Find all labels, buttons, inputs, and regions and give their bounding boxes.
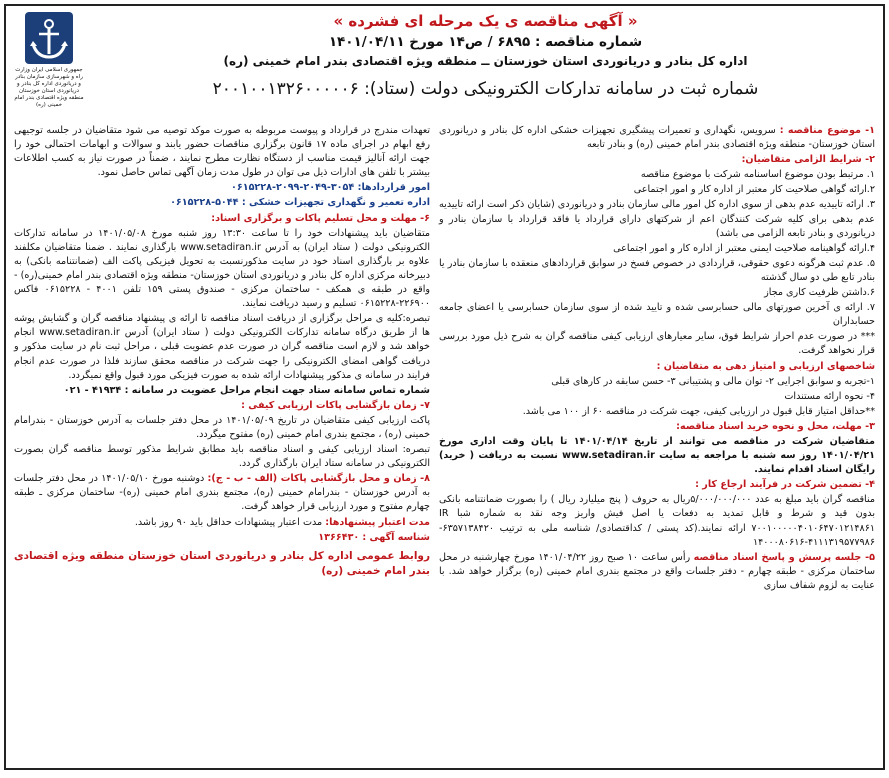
setad-support-phone: شماره تماس سامانه ستاد جهت انجام مراحل عضویت در سامانه : ۴۱۹۳۴ - ۰۲۱ [63,384,430,396]
list-item: ۱-تجربه و سوابق اجرایی ۲- توان مالی و پشتیبانی ۳- حسن سابقه در کارهای قبلی [551,375,875,387]
section-heading: شاخصهای ارزیابی و امتیاز دهی به متقاضیان : [656,360,875,372]
section-text: سرویس، نگهداری و تعمیرات پیشگیری تجهیزات خشکی اداره کل بنادر و دریانوردی استان خوزستان- منطقه ویژه اقتصادی بندر امام خمینی (ره) و بنادر تابعه [439,125,875,151]
setad-registration: شماره ثبت در سامانه تدارکات الکترونیکی دولت (ستاد): ۲۰۰۱۰۰۱۳۲۶۰۰۰۰۰۶ [212,79,759,99]
logo-caption: جمهوری اسلامی ایران وزارت راه و شهرسازی سازمان بنادر و دریانوردی اداره کل بنادر و دریانوردی استان خوزستان منطقه ویژه اقتصادی بندر امام خمینی (ره) [14,67,84,108]
section-text: متقاضیان شرکت در مناقصه می توانند از تاریخ ۱۴۰۱/۰۴/۱۴ تا پایان وقت اداری مورخ ۱۴۰۱/۰۴/۲۱ روز سه شنبه با مراجعه به سایت www.setadiran.ir نسبت به دریافت ( خرید) رایگان اسناد اقدام نمایند. [439,435,875,476]
notice-header [96,10,875,102]
section-text: مناقصه گران باید مبلغ به عدد ۵/۰۰۰/۰۰۰/۰۰۰ریال به حروف ( پنج میلیارد ریال ) را بصورت ضمانتنامه بانکی بدون قید و شرط و قابل تمدید به دفعات یا اصل فیش واریز وجه نقد به شماره شبا IR ۷۰۰۱۰۰۰۰۰۴۰۱۰۶۴۷۰۱۲۱۴۸۶۱ ارائه نمایند.(کد پستی / کداقتصادی/ شناسه ملی به ترتیب ۶۳۵۷۱۳۸۴۲۰- ۴۱۱۱۳۱۹۵۷۷۹۸۶-۱۴۰۰۰۸۰۶۱۶ [439,494,876,548]
public-relations-signature: روابط عمومی اداره کل بنادر و دریانوردی استان خوزستان منطقه ویژه اقتصادی بندر امام خمینی (ره) [14,549,430,577]
section-qa [439,551,875,593]
list-item: ۴.ارائه گواهینامه صلاحیت ایمنی معتبر از اداره کار و امور اجتماعی [613,242,875,254]
right-column [439,124,875,594]
validity [14,516,430,530]
ad-id-value: ۱۳۶۶۴۳۰ [318,531,360,543]
section-heading: ۲- شرایط الزامی متقاضیان: [741,154,875,166]
section-text: متقاضیان باید پیشنهادات خود را تا ساعت ۱۳:۳۰ روز شنبه مورخ ۱۴۰۱/۰۵/۰۸ در سامانه تدارکات الکترونیکی دولت ( ستاد ایران) به آدرس www.setadiran.ir بارگذاری نمایند . ضمنا متقاضیان مکلفند علاوه بر بارگذاری اسناد خود در سایت مذکورنسبت به تحویل فیزیکی پاکت الف (ضمانتنامه بانکی) به دبیرخانه مرکزی اداره کل بنادر و دریانوردی استان خوزستان- منطقه ویژه اقتصادی بندر امام خمینی(ره) - واقع در طبقه ی همکف - ساختمان مرکزی - صندوق پستی ۱۵۹ تلفن ۴۰۰۱ - ۰۶۱۵۲۲۸ فاکس ۲۲۶۹۰۰-۰۶۱۵۲۲۸ تسلیم و رسید دریافت نمایند. [14,227,431,310]
section-text: مدت اعتبار پیشنهادات حداقل باید ۹۰ روز باشد. [134,516,323,528]
organization-line: اداره کل بنادر و دریانوردی استان خوزستان ــ منطقه ویژه اقتصادی بندر امام خمینی (ره) [223,54,748,68]
org-logo [14,10,84,109]
section-text: رأس ساعت ۱۰ صبح روز ۱۴۰۱/۰۴/۲۲ مورخ چهارشنبه در محل ساختمان مرکزی - طبقه چهارم - دفتر جلسات واقع در مجتمع بندری امام خمینی (ره) برگزار خواهد شد. با عنایت به لزوم شفاف سازی [439,551,875,591]
ad-id [14,531,430,545]
section-text: دوشنبه مورخ ۱۴۰۱/۰۵/۱۰ در محل دفتر جلسات به آدرس خوزستان - بندرامام خمینی (ره)، مجتمع بندری امام خمینی (ره)- ساختمان مرکزی ـ طبقه چهارم مفتوح و مورد ارزیابی قرار خواهد گرفت. [14,473,430,513]
anchor-emblem-icon [23,10,75,66]
list-item: ۵. عدم ثبت هرگونه دعوی حقوقی، قراردادی در خصوص فسخ در سوابق قراردادهای منعقده با سازمان بنادر یا بنادر تابع طی دو سال گذشته [439,257,875,283]
section-heading: ۴- تضمین شرکت در فرآیند ارجاع کار : [695,479,875,491]
section-heading: ۶- مهلت و محل تسلیم پاکات و برگزاری اسناد: [211,212,430,224]
section-subject [439,124,875,152]
notice-title: « آگهی مناقصه ی یک مرحله ای فشرده » [333,12,638,30]
section-note: تبصره:کلیه ی مراحل برگزاری از دریافت اسناد مناقصه تا ارائه ی پیشنهاد مناقصه گران و گشایش پوشه ها از طریق درگاه سامانه تدارکات الکترونیکی دولت ( ستاد ایران) آدرس www.setadiran.ir انجام خواهد شد و لازم است مناقصه گران در صورت عدم عضویت قبلی ، مراحل ثبت نام در سایت مذکور و دریافت گواهی امضای الکترونیکی را جهت شرکت در مناقصه محقق سازند فلذا در صورت عدم انجام فرایند در سامانه ی مذکور پیشنهادات ارائه شده به صورت فیزیکی مورد قبول واقع نمیگردد. [14,313,430,381]
list-item: ۴- نحوه ارائه مستندات [784,390,875,402]
section-text: پاکت ارزیابی کیفی متقاضیان در تاریخ ۱۴۰۱/۰۵/۰۹ در محل دفتر جلسات به آدرس خوزستان - بندرامام خمینی (ره) ، مجتمع بندری امام خمینی (ره) مفتوح میگردد. [14,414,430,440]
section-heading: ۸- زمان و محل بازگشایی پاکات (الف - ب - ج): [207,473,430,485]
list-item: ۷. ارائه ی آخرین صورتهای مالی حسابرسی شده و تایید شده از سوی سازمان حسابرسی یا اعضای جامعه حسابداران [439,302,875,328]
ad-id-label: شناسه آگهی : [362,531,430,543]
requirements-note: *** در صورت عدم احراز شرایط فوق، سایر معیارهای ارزیابی کیفی مناقصه گران به شرح ذیل مورد بررسی قرار نخواهد گرفت. [439,331,875,357]
section-text: تعهدات مندرج در قرارداد و پیوست مربوطه به صورت موکد توصیه می شود متقاضیان در جلسه توجیهی رفع ابهام در اجرای ماده ۱۷ قانون برگزاری مناقصات حضور یابند و سوالات و ابهامات احتمالی خود را جهت ارائه آنالیز قیمت مناسب از دستگاه نظارت مطرح نمایند ، ضمناً در صورت نیاز به کسب اطلاعات بیشتر با تلفن های ادارات ذیل می توان در طول مدت زمان آگهی تماس حاصل نمود. [14,125,430,179]
section-heading: مدت اعتبار پیشنهادها: [325,516,430,528]
list-item: **حداقل امتیاز قابل قبول در ارزیابی کیفی، جهت شرکت در مناقصه ۶۰ از ۱۰۰ می باشد. [522,405,875,417]
section-note: تبصره: اسناد ارزیابی کیفی و اسناد مناقصه باید مطابق شرایط مذکور توسط مناقصه گران بصورت الکترونیکی در سامانه ستاد ایران بارگذاری گردد. [14,444,430,470]
list-item: ۳. ارائه تاییدیه عدم بدهی از سوی اداره کل امور مالی سازمان بنادر و دریانوردی (شایان ذکر است ارائه تاییدیه عدم بدهی برای کلیه شرکت کنندگان اعم از شرکتهای دارای قرارداد یا فاقد قرارداد با سازمان بنادر و دریانوردی و بنادر تابعه الزامی می باشد) [439,199,875,239]
list-item: ۶.داشتن ظرفیت کاری مجاز [764,287,875,299]
left-column [14,124,430,579]
section-heading: ۷- زمان بازگشایی پاکات ارزیابی کیفی : [241,399,430,411]
section-heading: ۳- مهلت، محل و نحوه خرید اسناد مناقصه: [676,420,875,432]
list-item: ۱. مرتبط بودن موضوع اساسنامه شرکت با موضوع مناقصه [640,169,875,181]
tender-notice [4,4,885,770]
tender-number: شماره مناقصه : ۶۸۹۵ / ص۱۴ مورخ ۱۴۰۱/۰۴/۱۱ [328,34,643,50]
section-opening [14,472,430,514]
maintenance-phone: اداره تعمیر و نگهداری تجهیزات خشکی : ۵۰۴۴-۰۶۱۵۲۲۸ [170,197,430,209]
section-heading: ۵- جلسه پرسش و پاسخ اسناد مناقصه [693,551,875,563]
contracts-phone: امور قراردادها: ۳۰۵۴-۲۰۴۹-۲۰۹۹-۰۶۱۵۲۲۸ [231,182,430,194]
list-item: ۲.ارائه گواهی صلاحیت کار معتبر از اداره کار و امور اجتماعی [633,184,875,196]
section-heading: ۱- موضوع مناقصه : [779,125,875,136]
